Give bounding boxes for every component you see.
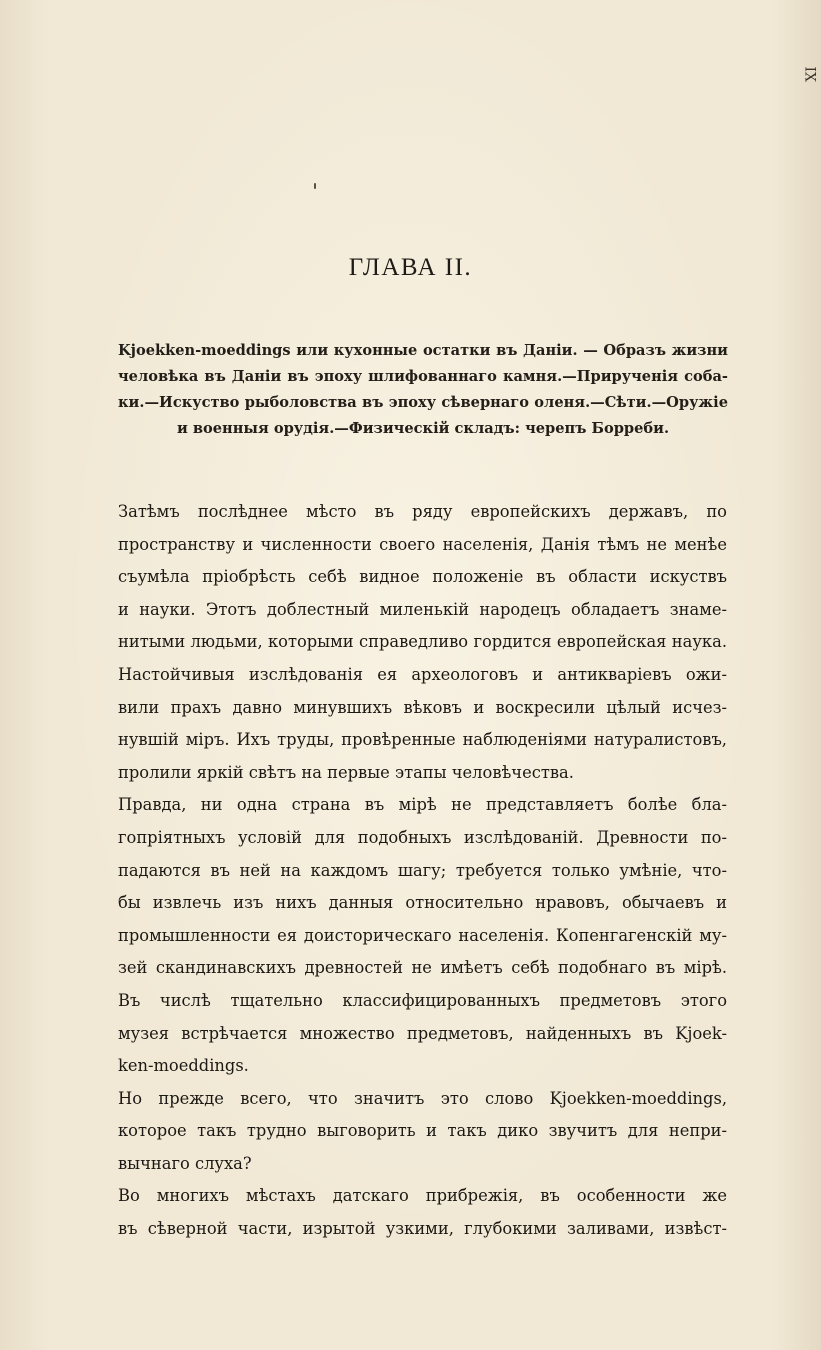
paragraph-1-line: Настойчивыя изслѣдованія ея археологовъ и антикваріевъ ожи- (118, 664, 727, 684)
paragraph-2-line: падаются въ ней на каждомъ шагу; требуется только умѣніе, что- (118, 860, 727, 880)
paragraph-2-line: промышленности ея доисторическаго населенія. Копенгагенскій му- (118, 925, 727, 945)
summary-line: и военныя орудія.—Физическій складъ: черепъ Борреби. (176, 420, 670, 437)
chapter-summary (118, 338, 728, 442)
paragraph-2-line: зей скандинавскихъ древностей не имѣетъ себѣ подобнаго въ мірѣ. (118, 958, 727, 978)
page-number: IX (801, 66, 817, 82)
paragraph-2-line: Правда, ни одна страна въ мірѣ не представляетъ болѣе бла- (118, 795, 727, 815)
paragraph-1-line: съумѣла пріобрѣсть себѣ видное положеніе въ области искуствъ (118, 567, 727, 587)
paragraph-2-line: гопріятныхъ условій для подобныхъ изслѣдованій. Древности по- (118, 827, 727, 847)
paragraph-1-line: пространству и численности своего населенія, Данія тѣмъ не менѣе (118, 534, 727, 554)
paragraph-1-line: и науки. Этотъ доблестный миленькій народецъ обладаетъ знаме- (118, 599, 727, 619)
paragraph-1-line: нитыми людьми, которыми справедливо гордится европейская наука. (118, 632, 727, 652)
summary-line: ки.—Искуство рыболовства въ эпоху сѣвернаго оленя.—Сѣти.—Оружіе (118, 394, 728, 411)
paragraph-2-line: бы извлечь изъ нихъ данныя относительно нравовъ, обычаевъ и (118, 893, 727, 913)
body-text (118, 496, 727, 1246)
paragraph-4-line: которое такъ трудно выговорить и такъ дико звучитъ для непри- (118, 1121, 727, 1141)
chapter-title: ГЛАВА II. (348, 254, 473, 281)
paragraph-3-line: ken-moeddings. (118, 1056, 249, 1076)
paragraph-4-line: Но прежде всего, что значитъ это слово Kjoekken-moeddings, (118, 1088, 727, 1108)
paragraph-1-line: нувшій міръ. Ихъ труды, провѣренные наблюденіями натуралистовъ, (118, 730, 727, 750)
ink-speck (314, 183, 316, 189)
paragraph-1-line: Затѣмъ послѣднее мѣсто въ ряду европейскихъ державъ, по (118, 502, 727, 521)
paragraph-1-line: вили прахъ давно минувшихъ вѣковъ и воскресили цѣлый исчез- (118, 697, 727, 717)
summary-line: человѣка въ Даніи въ эпоху шлифованнаго камня.—Прирученія соба- (118, 368, 728, 385)
paragraph-4-line: вычнаго слуха? (118, 1153, 252, 1173)
paragraph-5-line: въ сѣверной части, изрытой узкими, глубокими заливами, извѣст- (118, 1219, 727, 1239)
paragraph-5-line: Во многихъ мѣстахъ датскаго прибрежія, въ особенности же (118, 1186, 727, 1206)
paragraph-1-line: пролили яркій свѣтъ на первые этапы человѣчества. (118, 762, 574, 782)
paragraph-3-line: музея встрѣчается множество предметовъ, найденныхъ въ Kjoek- (118, 1023, 727, 1043)
paragraph-3-line: Въ числѣ тщательно классифицированныхъ предметовъ этого (118, 990, 727, 1010)
summary-line: Kjoekken-moeddings или кухонные остатки въ Даніи. — Образъ жизни (118, 342, 728, 359)
